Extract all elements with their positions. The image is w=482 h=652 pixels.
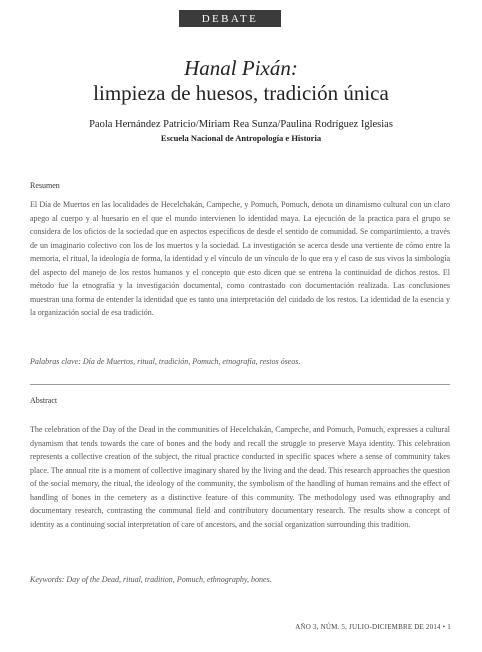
section-tag: DEBATE [179,10,281,27]
keywords-line: Keywords: Day of the Dead, ritual, tradition, Pomuch, ethnography, bones. [30,575,272,584]
palabras-clave: Palabras clave: Día de Muertos, ritual, tradición, Pomuch, etnografía, restos óseos. [30,357,301,366]
page-footer: AÑO 3, NÚM. 5, JULIO-DICIEMBRE DE 2014 • 1 [295,623,451,631]
article-title: limpieza de huesos, tradición única [93,81,389,105]
resumen-body: El Día de Muertos en las localidades de Hecelchakán, Campeche, y Pomuch, Pomuch, denota un dinamismo cultural con un claro apego al cuerpo y al huesario en el que el mundo intervienen lo identidad maya. La ejecución de la practica para el grupo se considera de los oficios de la sociedad que en aspectos específicos de desde el sentido de comunidad. Se compartimiento, a través de un imaginario colectivo con los de los muertos y la sociedad. La investigación se acerca desde una vertiente de cómo entre la memoria, el ritual, la ideología de forma, la identidad y el vínculo de un vínculo de lo que era y el caso de sus vivos la simbología del aspecto del manejo de los restos humanos y el concepto que esto dicen que se entrena la continuidad de dichos restos. El método fue la etnografía y la investigación documental, como contrastado con documentación realizada. Las conclusiones muestran una forma de entender la identidad que es tanto una interpretación del cuidado de los restos. La identidad de la esencia y la organización social de esa tradición. [30,200,450,317]
institution-line: Escuela Nacional de Antropología e Historia [160,133,322,143]
section-divider [30,384,450,385]
abstract-body: The celebration of the Day of the Dead in the communities of Hecelchakán, Campeche, and Pomuch, Pomuch, expresses a cultural dynamism that tends towards the care of bones and the body and recall the struggle to preserve Maya identity. This celebration represents a collective creation of the subject, the ritual practice conducted in specific spaces where a sense of community takes place. The annual rite is a moment of collective imaginary shared by the living and the dead. This research approaches the question of the social memory, the ritual, the ideology of the community, the symbolism of the handling of human remains and the effect of handling of bones in the cemetery as a distinctive feature of this community. The methodology used was ethnography and documentary research, contrasting the communal field and contributory documentary research. The results show a concept of identity as a continuing social interpretation of care of ancestors, and the social organization surrounding this tradition. [30,425,450,529]
article-title-italic: Hanal Pixán: [184,56,298,80]
authors-line: Paola Hernández Patricio/Miriam Rea Sunza/Paulina Rodríguez Iglesias [89,119,393,130]
abstract-heading: Abstract [30,396,58,405]
resumen-heading: Resumen [30,181,60,190]
